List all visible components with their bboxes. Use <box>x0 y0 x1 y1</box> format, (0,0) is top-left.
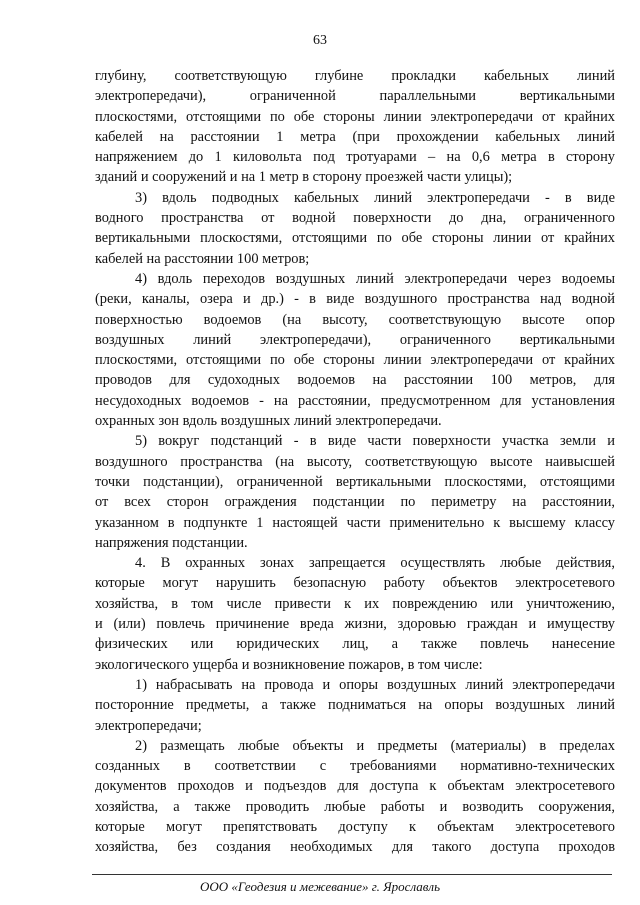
text-line: которые могут нарушить безопасную работу объектов электросетевого <box>95 575 615 592</box>
text-line: созданных в соответствии с требованиями нормативно-технических <box>95 758 615 775</box>
text-line: вертикальными плоскостями, отстоящими по обе стороны линии от крайних <box>95 230 615 247</box>
text-line: электропередачи; <box>95 717 202 734</box>
text-line: плоскостями, отстоящими по обе стороны линии электропередачи от крайних <box>95 352 615 369</box>
text-line: физических или юридических лиц, а также повлечь нанесение <box>95 636 615 653</box>
text-line: документов проходов и подъездов для доступа к объектам электросетевого <box>95 778 615 795</box>
text-line: воздушного пространства (на высоту, соответствующую высоте наивысшей <box>95 453 615 470</box>
text-line: точки подстанции), ограниченной вертикальными плоскостями, отстоящими <box>95 473 615 490</box>
text-line: зданий и сооружений и на 1 метр в сторону проезжей части улицы); <box>95 169 513 186</box>
text-line: воздушных линий электропередачи), ограниченного вертикальными <box>95 331 615 348</box>
text-line: водного пространства от водной поверхности до дна, ограниченного <box>95 210 615 227</box>
text-line: несудоходных водоемов - на расстоянии, предусмотренном для установления <box>95 392 615 409</box>
text-line: глубину, соответствующую глубине прокладки кабельных линий <box>95 68 615 84</box>
page-number: 63 <box>313 33 327 48</box>
text-line: хозяйства, без создания необходимых для такого доступа проходов <box>95 839 615 856</box>
text-line: 1) набрасывать на провода и опоры воздушных линий электропередачи <box>135 676 615 693</box>
text-line: напряжения подстанции. <box>95 534 248 551</box>
text-line: кабелей на расстоянии 100 метров; <box>95 250 310 267</box>
text-line: 4) вдоль переходов воздушных линий электропередачи через водоемы <box>135 270 615 287</box>
footer-divider <box>92 874 612 875</box>
text-line: посторонние предметы, а также подниматься на опоры воздушных линий <box>95 697 615 714</box>
text-line: электропередачи), ограниченной параллельными вертикальными <box>95 88 615 105</box>
text-line: (реки, каналы, озера и др.) - в виде воздушного пространства над водной <box>95 291 615 308</box>
text-line: напряжением до 1 киловольта под тротуарами – на 0,6 метра в сторону <box>95 149 615 166</box>
text-line: хозяйства, в том числе привести к их повреждению или уничтожению, <box>95 595 615 612</box>
text-line: экологического ущерба и возникновение пожаров, в том числе: <box>95 656 483 673</box>
text-line: 5) вокруг подстанций - в виде части поверхности участка земли и <box>135 433 615 450</box>
text-line: проводов для судоходных водоемов на расстоянии 100 метров, для <box>95 372 615 389</box>
document-body <box>95 66 615 858</box>
text-line: и (или) повлечь причинение вреда жизни, здоровью граждан и имуществу <box>95 616 615 633</box>
text-line: плоскостями, отстоящими по обе стороны линии электропередачи от крайних <box>95 108 615 125</box>
text-line: хозяйства, а также проводить любые работы и возводить сооружения, <box>95 798 615 815</box>
text-line: 3) вдоль подводных кабельных линий электропередачи - в виде <box>135 189 615 206</box>
footer-organization: ООО «Геодезия и межевание» г. Ярославль <box>199 879 441 894</box>
text-line: поверхностью водоемов (на высоту, соответствующую высоте опор <box>95 311 615 328</box>
text-line: от всех сторон ограждения подстанции по периметру на расстоянии, <box>95 494 615 511</box>
text-line: 2) размещать любые объекты и предметы (материалы) в пределах <box>135 737 615 754</box>
text-line: которые могут препятствовать доступу к объектам электросетевого <box>95 818 615 835</box>
text-line: указанном в подпункте 1 настоящей части применительно к высшему классу <box>95 514 615 531</box>
text-line: кабелей на расстоянии 1 метра (при прохождении кабельных линий <box>95 128 615 145</box>
text-line: 4. В охранных зонах запрещается осуществлять любые действия, <box>135 555 615 572</box>
text-line: охранных зон вдоль воздушных линий электропередачи. <box>95 413 442 430</box>
